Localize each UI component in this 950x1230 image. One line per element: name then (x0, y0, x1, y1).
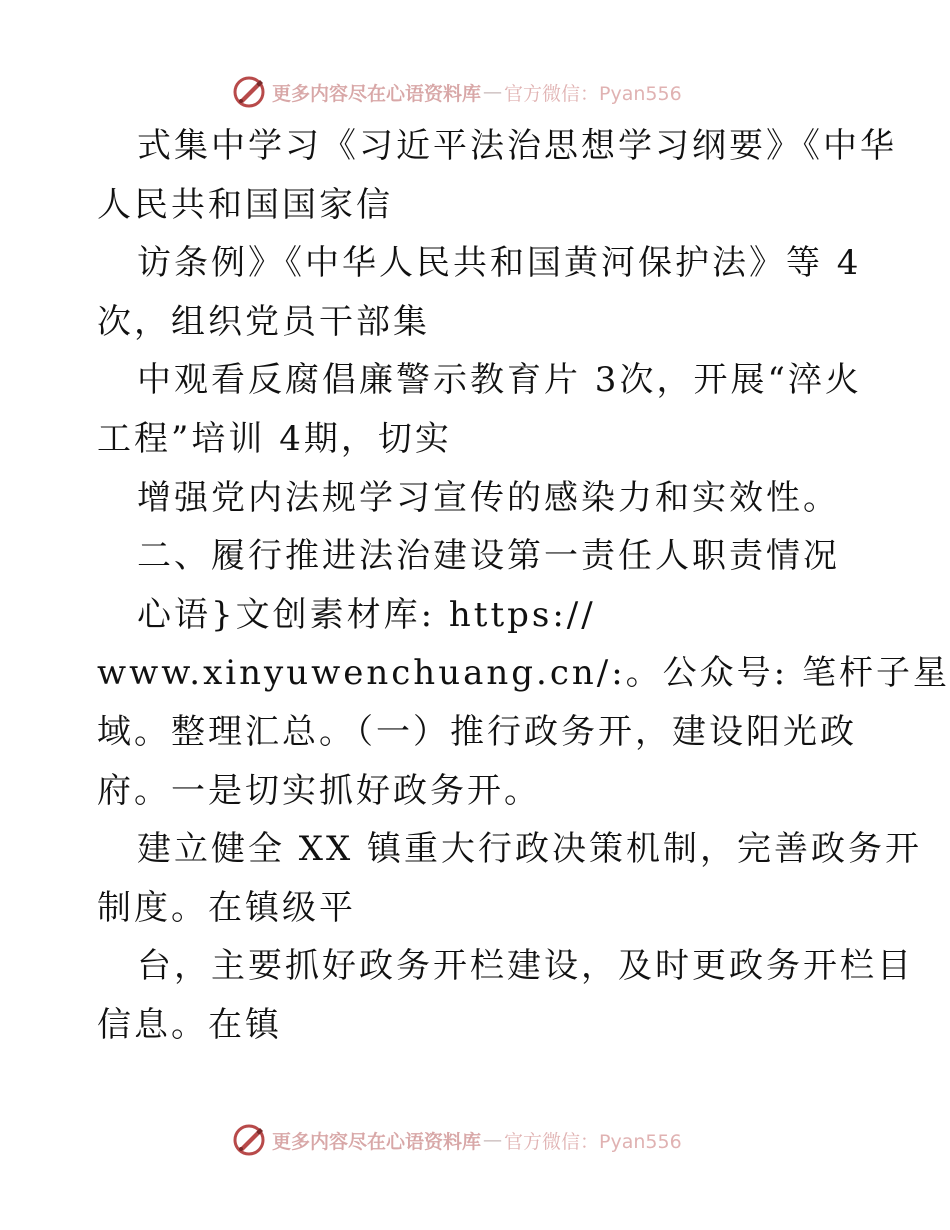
watermark-dash: — (483, 1129, 503, 1151)
text-line: 中观看反腐倡廉警示教育片 3次，开展“淬火 (137, 360, 862, 401)
text-line: www.xinyuwenchuang.cn/:。公众号: 笔杆子星 (97, 653, 950, 694)
watermark-banner-bottom (232, 1120, 682, 1160)
text-line: 制度。在镇级平 (97, 887, 356, 928)
watermark-wechat-text: 官方微信：Pyan556 (504, 82, 682, 105)
watermark-main-text: 更多内容尽在心语资料库 (272, 1130, 482, 1153)
text-line: 人民共和国国家信 (97, 184, 393, 225)
text-line: 次，组织党员干部集 (97, 301, 430, 342)
text-line: 工程”培训 4期，切实 (97, 418, 452, 459)
watermark-banner-top (232, 72, 682, 112)
pen-logo-icon (232, 1123, 266, 1157)
text-line: 台，主要抓好政务开栏建设，及时更政务开栏目 (137, 946, 914, 987)
text-line: 访条例》《中华人民共和国黄河保护法》等 4 (137, 243, 862, 284)
section-heading: 二、履行推进法治建设第一责任人职责情况 (137, 536, 840, 577)
text-line: 增强党内法规学习宣传的感染力和实效性。 (137, 477, 840, 518)
text-line: 域。整理汇总。（一）推行政务开，建设阳光政 (97, 711, 857, 752)
text-line: 府。一是切实抓好政务开。 (97, 770, 541, 811)
document-body (97, 117, 950, 1055)
watermark-main-text: 更多内容尽在心语资料库 (272, 82, 482, 105)
text-line: 信息。在镇 (97, 1004, 282, 1045)
text-line: 式集中学习《习近平法治思想学习纲要》《中华 (137, 126, 897, 166)
text-line: 心语}文创素材库: https:// (137, 594, 596, 635)
watermark-wechat-text: 官方微信：Pyan556 (504, 1130, 682, 1153)
text-line: 建立健全 XX 镇重大行政决策机制，完善政务开 (137, 829, 923, 870)
watermark-dash: — (483, 81, 503, 103)
pen-logo-icon (232, 75, 266, 109)
